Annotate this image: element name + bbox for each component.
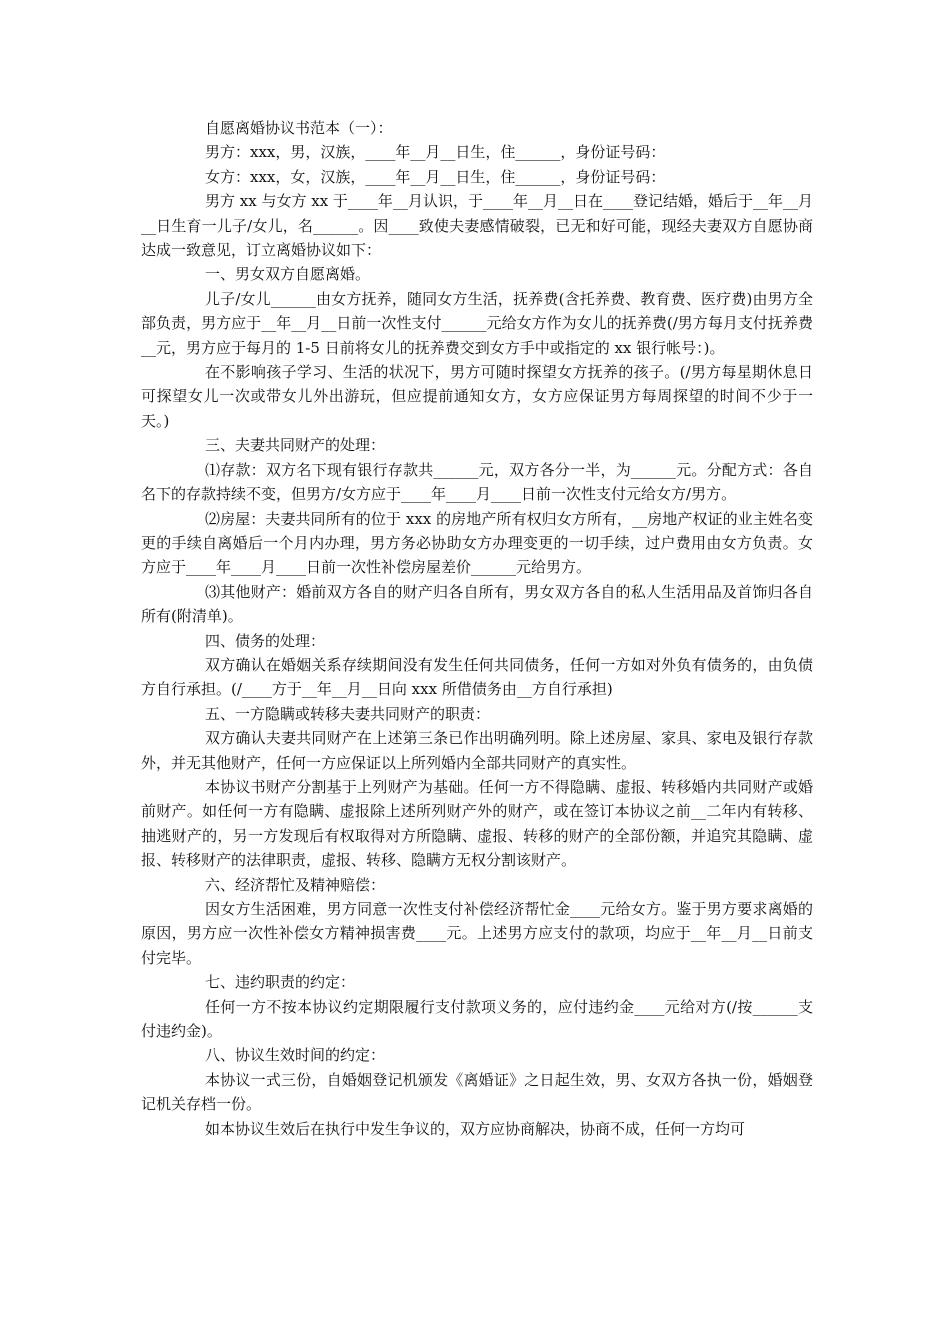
section-heading-7: 七、违约职责的约定：	[205, 973, 356, 992]
section-heading-3: 三、夫妻共同财产的处理：	[205, 436, 386, 455]
section-heading-8: 八、协议生效时间的约定：	[205, 1046, 386, 1065]
property-confirmation-paragraph: 双方确认夫妻共同财产在上述第三条已作出明确列明。除上述房屋、家具、家电及银行存款外，并无其他财产，任何一方应保证以上所列婚内全部共同财产的真实性。	[141, 729, 813, 772]
compensation-paragraph: 因女方生活困难，男方同意一次性支付补偿经济帮忙金____元给女方。鉴于男方要求离婚的原因，男方应一次性补偿女方精神损害费____元。上述男方应支付的款项，均应于__年__月__日前支付完毕。	[141, 900, 813, 967]
effective-paragraph: 本协议一式三份，自婚姻登记机颁发《离婚证》之日起生效，男、女双方各执一份，婚姻登记机关存档一份。	[141, 1070, 813, 1114]
other-property-paragraph: ⑶其他财产：婚前双方各自的财产归各自所有，男女双方各自的私人生活用品及首饰归各自所有(附清单)。	[141, 582, 813, 626]
child-custody-paragraph: 儿子/女儿______由女方抚养，随同女方生活，抚养费(含托养费、教育费、医疗费)由男方全部负责，男方应于__年__月__日前一次性支付______元给女方作为女儿的抚养费(/男方每月支付抚养费__元，男方应于每月的 1-5 日前将女儿的抚养费交到女方手中或指定的 xx 银行帐号：)。	[141, 289, 813, 357]
section-heading-6: 六、经济帮忙及精神赔偿：	[205, 875, 386, 894]
document-page	[141, 116, 813, 1141]
marriage-background: 男方 xx 与女方 xx 于____年__月认识，于____年__月__日在____登记结婚，婚后于__年__月__日生育一儿子/女儿，名______。因____致使夫妻感情破裂，已无和好可能，现经夫妻双方自愿协商达成一致意见，订立离婚协议如下：	[141, 192, 813, 260]
section-heading-4: 四、债务的处理：	[205, 631, 326, 650]
section-heading-1: 一、男女双方自愿离婚。	[205, 265, 371, 284]
debt-paragraph: 双方确认在婚姻关系存续期间没有发生任何共同债务，任何一方如对外负有债务的，由负债方自行承担。(/____方于__年__月__日向 xxx 所借债务由__方自行承担)	[141, 655, 813, 699]
dispute-paragraph: 如本协议生效后在执行中发生争议的，双方应协商解决，协商不成，任何一方均可	[205, 1119, 746, 1138]
visitation-paragraph: 在不影响孩子学习、生活的状况下，男方可随时探望女方抚养的孩子。(/男方每星期休息日可探望女儿一次或带女儿外出游玩，但应提前通知女方，女方应保证男方每周探望的时间不少于一天。)	[141, 363, 813, 430]
document-title: 自愿离婚协议书范本（一）：	[205, 119, 393, 137]
breach-paragraph: 任何一方不按本协议约定期限履行支付款项义务的，应付违约金____元给对方(/按______支付违约金)。	[141, 997, 813, 1041]
female-party-info: 女方：xxx，女，汉族，____年__月__日生，住______，身份证号码：	[205, 167, 666, 186]
savings-paragraph: ⑴存款：双方名下现有银行存款共______元，双方各分一半，为______元。分配方式：各自名下的存款持续不变，但男方/女方应于____年____月____日前一次性支付元给女方/男方。	[141, 460, 813, 504]
concealment-paragraph: 本协议书财产分割基于上列财产为基础。任何一方不得隐瞒、虚报、转移婚内共同财产或婚前财产。如任何一方有隐瞒、虚报除上述所列财产外的财产，或在签订本协议之前__二年内有转移、抽逃财产的，另一方发现后有权取得对方所隐瞒、虚报、转移的财产的全部份额，并追究其隐瞒、虚报、转移财产的法律职责，虚报、转移、隐瞒方无权分割该财产。	[141, 777, 813, 870]
male-party-info: 男方：xxx，男，汉族，____年__月__日生，住______，身份证号码：	[205, 143, 666, 162]
section-heading-5: 五、一方隐瞒或转移夫妻共同财产的职责：	[205, 704, 491, 723]
house-paragraph: ⑵房屋：夫妻共同所有的位于 xxx 的房地产所有权归女方所有，__房地产权证的业主姓名变更的手续自离婚后一个月内办理，男方务必协助女方办理变更的一切手续，过户费用由女方负责。女方应于____年____月____日前一次性补偿房屋差价______元给男方。	[141, 509, 813, 577]
